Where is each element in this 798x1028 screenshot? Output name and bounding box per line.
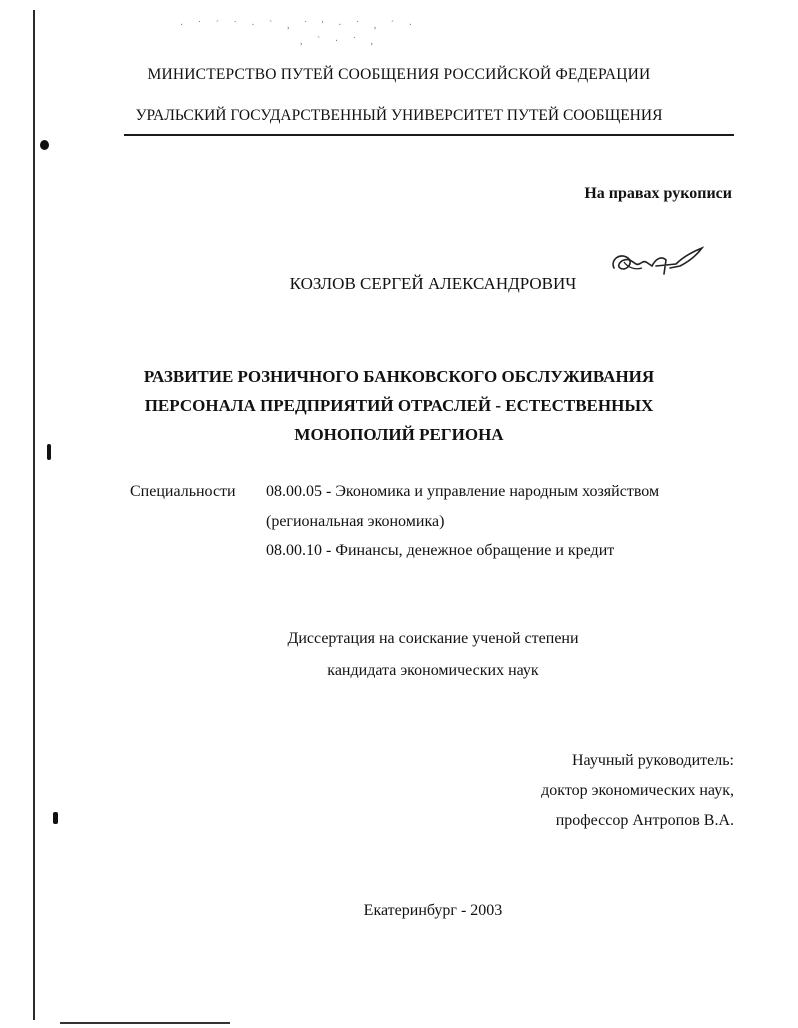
rights-note: На правах рукописи [584,185,732,202]
specialty-item: 08.00.10 - Финансы, денежное обращение и кредит [266,542,615,559]
dissertation-degree-line: Диссертация на соискание ученой степени [287,630,579,647]
university-name: УРАЛЬСКИЙ ГОСУДАРСТВЕННЫЙ УНИВЕРСИТЕТ ПУТЕЙ СООБЩЕНИЯ [135,107,663,124]
scan-mark [40,140,49,150]
header-divider [124,134,734,136]
title-line: МОНОПОЛИЙ РЕГИОНА [294,425,504,444]
scan-noise: · ˙ ´ ˙ · ` , ˙ ' · ˙ , ´ · [180,20,418,31]
author-name: КОЗЛОВ СЕРГЕЙ АЛЕКСАНДРОВИЧ [289,274,577,293]
scan-edge-line [60,1022,230,1024]
advisor-label: Научный руководитель: [571,752,734,769]
specialty-item: (региональная экономика) [266,513,445,530]
title-line: ПЕРСОНАЛА ПРЕДПРИЯТИЙ ОТРАСЛЕЙ - ЕСТЕСТВЕННЫХ [144,396,654,415]
scan-edge-line [33,10,35,1020]
advisor-degree: доктор экономических наук, [541,782,734,799]
scan-mark [53,812,58,824]
city-year: Екатеринбург - 2003 [363,902,503,919]
title-line: РАЗВИТИЕ РОЗНИЧНОГО БАНКОВСКОГО ОБСЛУЖИВАНИЯ [143,367,655,386]
specialty-item: 08.00.05 - Экономика и управление народным хозяйством [266,483,660,500]
specialties-label: Специальности [130,483,236,500]
dissertation-degree-line: кандидата экономических наук [327,662,539,679]
ministry-name: МИНИСТЕРСТВО ПУТЕЙ СООБЩЕНИЯ РОССИЙСКОЙ ФЕДЕРАЦИИ [147,66,651,83]
dissertation-title [0,362,798,449]
advisor-name: профессор Антропов В.А. [555,812,734,829]
scan-noise: , ` · ˙ , [300,36,379,47]
